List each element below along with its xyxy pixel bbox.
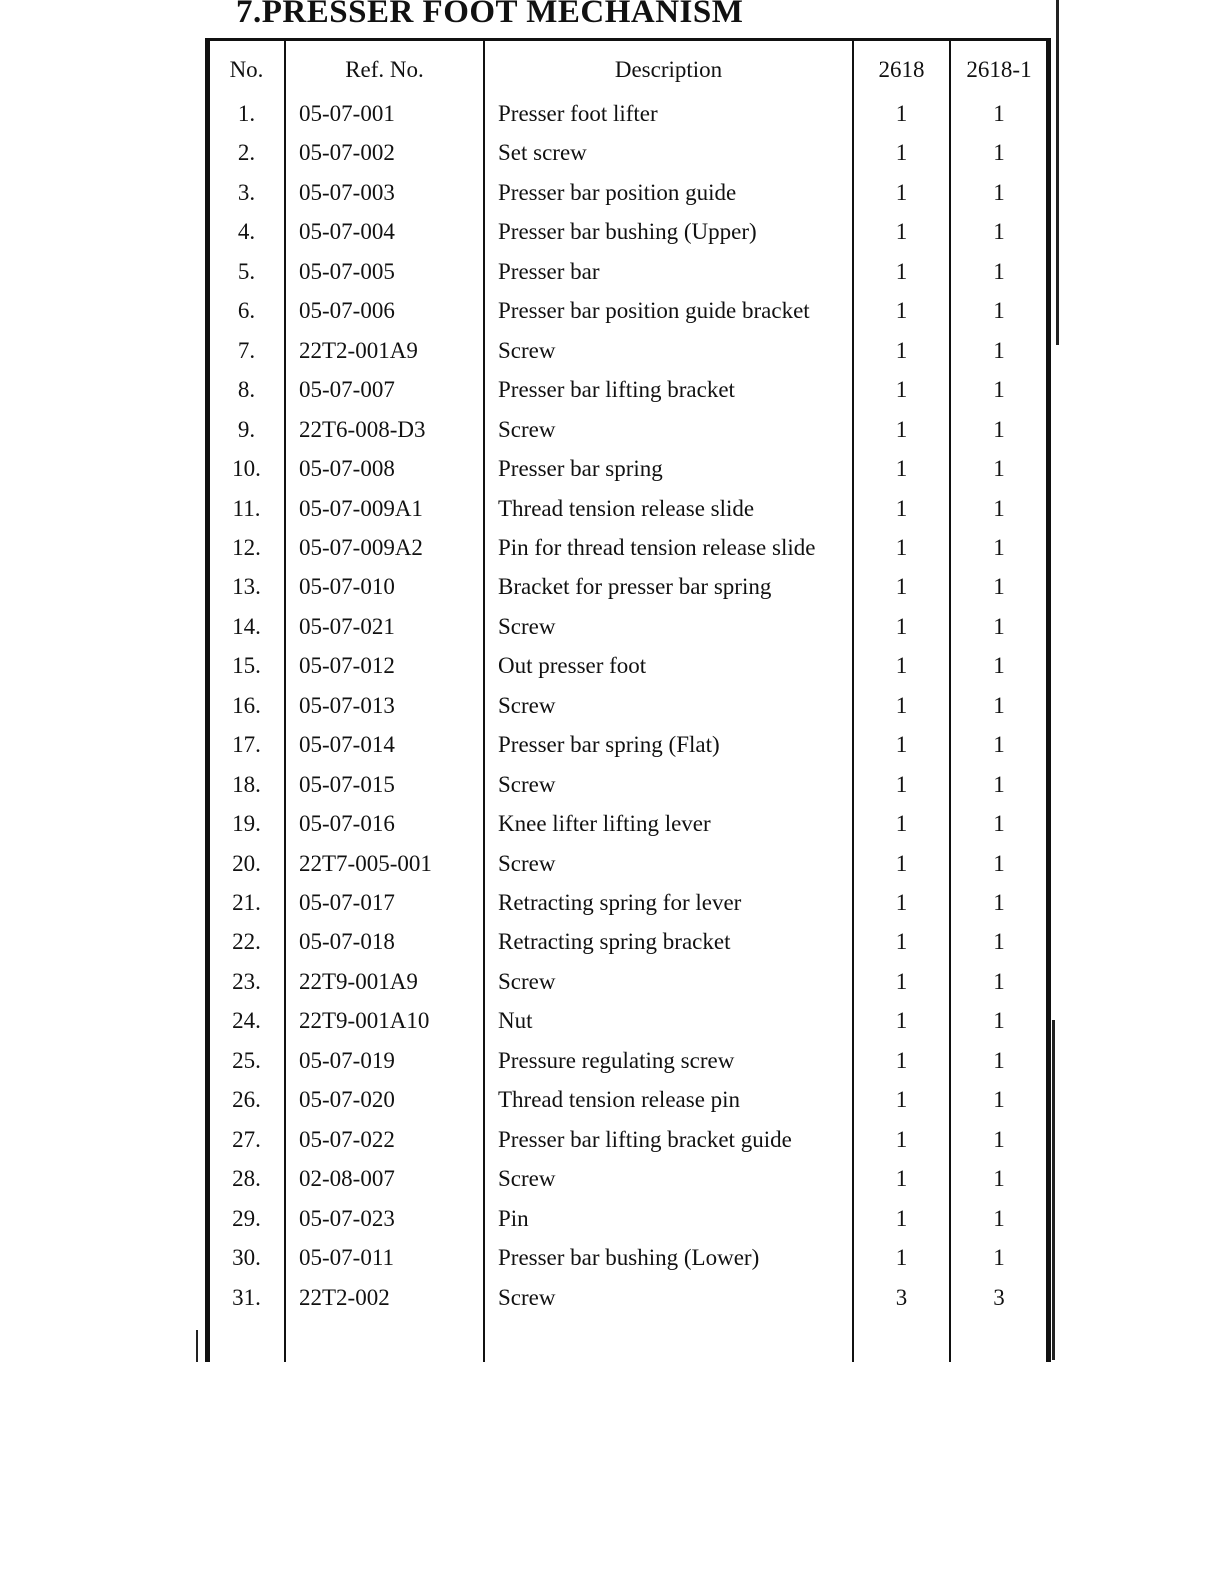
row-qty-2618-1: 1 (993, 337, 1005, 363)
row-no: 14. (232, 613, 261, 639)
row-no: 5. (237, 258, 256, 284)
row-no: 19. (232, 811, 261, 837)
row-qty-2618-1: 1 (993, 1126, 1005, 1152)
row-no: 13. (232, 574, 261, 600)
row-no: 15. (232, 653, 261, 679)
table-row (209, 654, 1047, 684)
row-ref-no: 05-07-008 (299, 456, 395, 482)
table-top-border (205, 38, 1051, 41)
table-row (209, 299, 1047, 329)
table-row (209, 457, 1047, 487)
row-qty-2618-1: 1 (993, 613, 1005, 639)
row-qty-2618-1: 1 (993, 1245, 1005, 1271)
row-qty-2618-1: 1 (993, 219, 1005, 245)
row-description: Set screw (498, 140, 587, 166)
row-ref-no: 22T2-001A9 (299, 337, 418, 363)
row-ref-no: 22T9-001A10 (299, 1008, 430, 1034)
table-row (209, 930, 1047, 960)
row-ref-no: 05-07-016 (299, 811, 395, 837)
row-qty-2618: 1 (895, 732, 908, 758)
table-row (209, 1286, 1047, 1316)
row-ref-no: 22T7-005-001 (299, 850, 432, 876)
row-qty-2618: 1 (895, 337, 908, 363)
table-row (209, 378, 1047, 408)
row-description: Presser bar spring (498, 456, 663, 482)
row-description: Screw (498, 1166, 556, 1192)
table-row (209, 181, 1047, 211)
table-row (209, 891, 1047, 921)
row-no: 23. (232, 968, 261, 994)
row-qty-2618-1: 1 (993, 179, 1005, 205)
table-row (209, 497, 1047, 527)
row-qty-2618: 1 (895, 1245, 908, 1271)
table-row (209, 1049, 1047, 1079)
row-description: Pressure regulating screw (498, 1047, 735, 1073)
row-qty-2618: 1 (895, 692, 908, 718)
row-no: 21. (232, 890, 261, 915)
row-description: Pin for thread tension release slide (498, 534, 816, 560)
row-ref-no: 05-07-007 (299, 377, 395, 403)
row-qty-2618: 1 (895, 653, 908, 679)
scan-edge-mark (196, 1330, 198, 1362)
row-no: 8. (237, 377, 256, 403)
row-no: 11. (232, 495, 261, 521)
header-2618-1: 2618-1 (966, 57, 1032, 82)
row-description: Presser bar bushing (Upper) (498, 219, 757, 245)
table-row (209, 1128, 1047, 1158)
row-description: Screw (498, 850, 556, 876)
row-qty-2618: 1 (895, 613, 908, 639)
row-qty-2618: 1 (895, 416, 908, 442)
row-qty-2618: 1 (895, 1205, 908, 1231)
row-no: 17. (232, 732, 261, 758)
row-description: Screw (498, 1284, 556, 1310)
row-qty-2618: 1 (895, 771, 908, 797)
row-ref-no: 05-07-003 (299, 179, 395, 205)
row-ref-no: 05-07-002 (299, 140, 395, 166)
row-qty-2618-1: 1 (993, 1087, 1005, 1113)
header-description: Description (614, 57, 723, 82)
row-no: 7. (237, 337, 256, 363)
row-qty-2618-1: 1 (993, 771, 1005, 797)
row-description: Screw (498, 613, 556, 639)
row-qty-2618-1: 1 (993, 929, 1005, 955)
row-qty-2618: 1 (895, 929, 908, 955)
row-qty-2618-1: 1 (993, 653, 1005, 679)
row-no: 28. (232, 1166, 261, 1192)
row-qty-2618: 1 (895, 219, 908, 245)
row-qty-2618-1: 1 (993, 101, 1005, 126)
row-description: Out presser foot (498, 653, 647, 679)
row-description: Nut (498, 1008, 533, 1034)
row-no: 30. (232, 1245, 261, 1271)
parts-table (209, 41, 1047, 1362)
row-description: Screw (498, 416, 556, 442)
row-description: Presser bar lifting bracket guide (498, 1126, 792, 1152)
row-qty-2618-1: 1 (993, 692, 1005, 718)
row-no: 29. (232, 1205, 261, 1231)
row-no: 22. (232, 929, 261, 955)
row-ref-no: 05-07-001 (299, 101, 395, 126)
row-description: Pin (498, 1205, 529, 1231)
row-no: 24. (232, 1008, 261, 1034)
row-no: 20. (232, 850, 261, 876)
table-row (209, 694, 1047, 724)
row-qty-2618-1: 1 (993, 1166, 1005, 1192)
row-qty-2618-1: 1 (993, 1008, 1005, 1034)
table-row (209, 1246, 1047, 1276)
row-ref-no: 05-07-019 (299, 1047, 395, 1073)
row-no: 6. (237, 298, 256, 324)
table-row (209, 733, 1047, 763)
table-row (209, 1009, 1047, 1039)
row-ref-no: 05-07-022 (299, 1126, 395, 1152)
table-row (209, 220, 1047, 250)
row-description: Bracket for presser bar spring (498, 574, 772, 600)
table-row (209, 418, 1047, 448)
row-ref-no: 05-07-006 (299, 298, 395, 324)
row-no: 1. (237, 101, 256, 126)
row-ref-no: 05-07-009A1 (299, 495, 423, 521)
row-ref-no: 05-07-011 (299, 1245, 394, 1271)
row-qty-2618: 1 (895, 179, 908, 205)
row-qty-2618: 1 (895, 101, 908, 126)
row-no: 12. (232, 534, 261, 560)
row-ref-no: 05-07-021 (299, 613, 395, 639)
table-row (209, 141, 1047, 171)
row-ref-no: 05-07-012 (299, 653, 395, 679)
row-ref-no: 22T9-001A9 (299, 968, 418, 994)
row-qty-2618: 3 (895, 1284, 908, 1310)
row-qty-2618: 1 (895, 850, 908, 876)
row-qty-2618: 1 (895, 811, 908, 837)
row-description: Screw (498, 968, 556, 994)
row-description: Retracting spring bracket (498, 929, 731, 955)
row-qty-2618-1: 1 (993, 968, 1005, 994)
table-row (209, 615, 1047, 645)
row-qty-2618: 1 (895, 298, 908, 324)
row-no: 4. (237, 219, 256, 245)
row-ref-no: 22T6-008-D3 (299, 416, 426, 442)
header-2618: 2618 (878, 57, 925, 82)
table-row (209, 773, 1047, 803)
row-qty-2618-1: 1 (993, 140, 1005, 166)
header-no: No. (229, 57, 264, 82)
row-qty-2618: 1 (895, 534, 908, 560)
row-ref-no: 05-07-018 (299, 929, 395, 955)
row-description: Screw (498, 692, 556, 718)
row-qty-2618-1: 1 (993, 495, 1005, 521)
row-no: 16. (232, 692, 261, 718)
row-no: 25. (232, 1047, 261, 1073)
row-qty-2618-1: 1 (993, 534, 1005, 560)
row-no: 3. (237, 179, 256, 205)
row-no: 9. (237, 416, 256, 442)
row-qty-2618: 1 (895, 968, 908, 994)
row-qty-2618: 1 (895, 574, 908, 600)
row-qty-2618-1: 1 (993, 377, 1005, 403)
row-ref-no: 02-08-007 (299, 1166, 395, 1192)
row-ref-no: 05-07-010 (299, 574, 395, 600)
row-ref-no: 05-07-015 (299, 771, 395, 797)
row-qty-2618: 1 (895, 377, 908, 403)
row-description: Presser bar (498, 258, 600, 284)
row-ref-no: 05-07-023 (299, 1205, 395, 1231)
row-qty-2618: 1 (895, 258, 908, 284)
row-description: Screw (498, 771, 556, 797)
row-description: Presser bar bushing (Lower) (498, 1245, 760, 1271)
table-row (209, 1088, 1047, 1118)
row-qty-2618-1: 1 (993, 850, 1005, 876)
table-row (209, 812, 1047, 842)
row-description: Presser bar lifting bracket (498, 377, 735, 403)
row-description: Knee lifter lifting lever (498, 811, 711, 837)
row-ref-no: 05-07-017 (299, 890, 395, 915)
row-description: Thread tension release slide (498, 495, 755, 521)
table-row (209, 1207, 1047, 1237)
row-ref-no: 05-07-004 (299, 219, 395, 245)
row-qty-2618-1: 1 (993, 732, 1005, 758)
row-no: 26. (232, 1087, 261, 1113)
row-ref-no: 05-07-009A2 (299, 534, 423, 560)
table-row (209, 575, 1047, 605)
row-qty-2618: 1 (895, 1166, 908, 1192)
row-qty-2618-1: 1 (993, 1205, 1005, 1231)
table-row (209, 260, 1047, 290)
row-no: 27. (232, 1126, 261, 1152)
row-qty-2618-1: 1 (993, 298, 1005, 324)
table-row (209, 970, 1047, 1000)
page-title: 7.PRESSER FOOT MECHANISM (236, 0, 744, 30)
row-qty-2618-1: 1 (993, 811, 1005, 837)
row-qty-2618: 1 (895, 495, 908, 521)
row-qty-2618-1: 3 (993, 1284, 1005, 1310)
row-description: Presser bar position guide bracket (498, 298, 810, 324)
row-ref-no: 05-07-005 (299, 258, 395, 284)
row-qty-2618: 1 (895, 1008, 908, 1034)
row-qty-2618: 1 (895, 890, 908, 915)
row-description: Presser foot lifter (498, 101, 658, 126)
table-row (209, 536, 1047, 566)
row-description: Thread tension release pin (498, 1087, 741, 1113)
row-qty-2618-1: 1 (993, 258, 1005, 284)
header-ref-no: Ref. No. (345, 57, 424, 82)
row-ref-no: 05-07-014 (299, 732, 395, 758)
row-description: Screw (498, 337, 556, 363)
row-qty-2618: 1 (895, 1087, 908, 1113)
row-description: Presser bar position guide (498, 179, 737, 205)
row-no: 18. (232, 771, 261, 797)
row-description: Retracting spring for lever (498, 890, 742, 915)
row-qty-2618: 1 (895, 456, 908, 482)
table-row (209, 102, 1047, 132)
row-ref-no: 05-07-020 (299, 1087, 395, 1113)
table-row (209, 339, 1047, 369)
row-qty-2618-1: 1 (993, 890, 1005, 915)
row-ref-no: 22T2-002 (299, 1284, 390, 1310)
row-description: Presser bar spring (Flat) (498, 732, 720, 758)
row-ref-no: 05-07-013 (299, 692, 395, 718)
row-qty-2618-1: 1 (993, 416, 1005, 442)
row-no: 2. (237, 140, 256, 166)
row-qty-2618-1: 1 (993, 1047, 1005, 1073)
table-row (209, 1167, 1047, 1197)
table-row (209, 852, 1047, 882)
scan-edge-mark (1052, 1020, 1055, 1360)
row-qty-2618-1: 1 (993, 574, 1005, 600)
row-qty-2618: 1 (895, 1126, 908, 1152)
row-no: 10. (232, 456, 261, 482)
row-qty-2618: 1 (895, 1047, 908, 1073)
row-no: 31. (232, 1284, 261, 1310)
scan-edge-mark (1056, 0, 1059, 345)
row-qty-2618: 1 (895, 140, 908, 166)
row-qty-2618-1: 1 (993, 456, 1005, 482)
